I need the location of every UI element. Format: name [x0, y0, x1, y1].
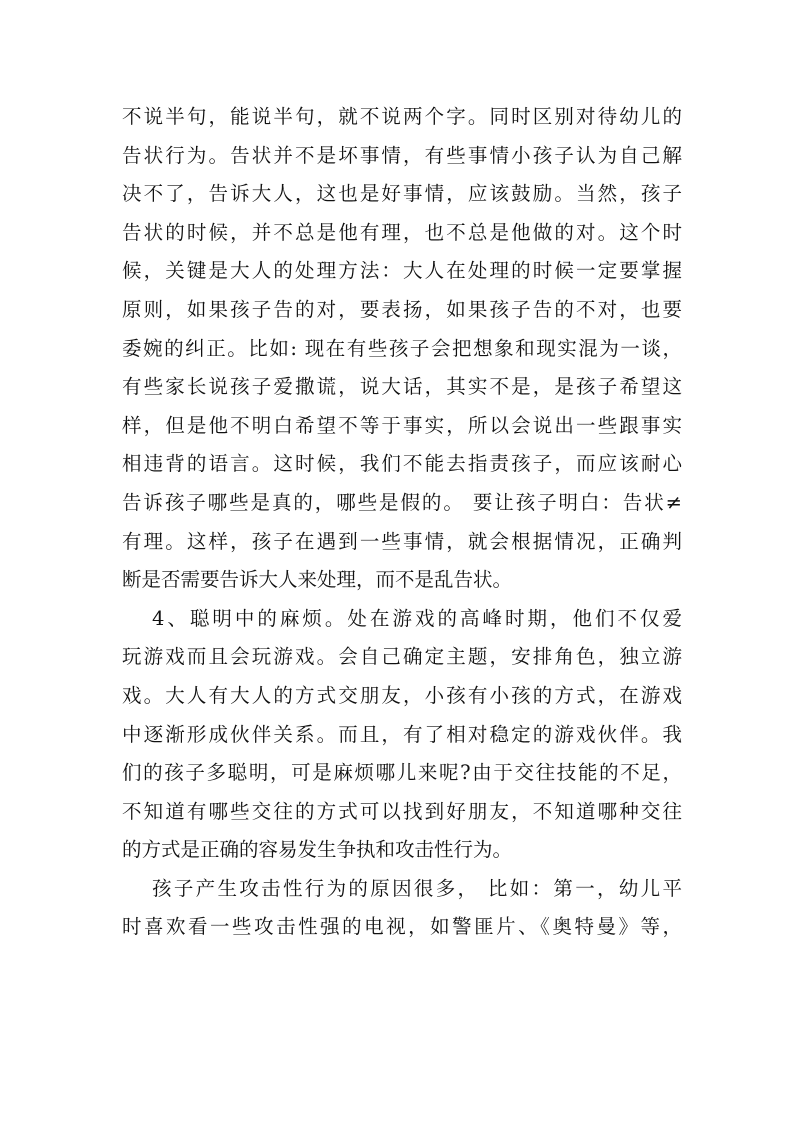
- paragraph-start-line: 4、聪明中的麻烦。处在游戏的高峰时期，他们不仅爱: [152, 606, 682, 630]
- text-line: 有理。这样，孩子在遇到一些事情，就会根据情况，正确判: [122, 529, 682, 553]
- text-line: 决不了，告诉大人，这也是好事情，应该鼓励。当然，孩子: [122, 182, 682, 206]
- text-line: 候，关键是大人的处理方法：大人在处理的时候一定要掌握: [122, 259, 682, 283]
- text-line: 告状的时候，并不总是他有理，也不总是他做的对。这个时: [122, 220, 682, 244]
- text-line: 不知道有哪些交往的方式可以找到好朋友，不知道哪种交往: [122, 799, 682, 823]
- text-line: 原则，如果孩子告的对，要表扬，如果孩子告的不对，也要: [122, 297, 682, 321]
- text-line: 时喜欢看一些攻击性强的电视，如警匪片、《奥特曼》等，: [122, 915, 682, 939]
- text-line: 不说半句，能说半句，就不说两个字。同时区别对待幼儿的: [122, 105, 682, 128]
- text-line: 告状行为。告状并不是坏事情，有些事情小孩子认为自己解: [122, 143, 682, 167]
- text-line: 断是否需要告诉大人来处理，而不是乱告状。: [122, 568, 513, 592]
- paragraph-start-line: 孩子产生攻击性行为的原因很多， 比如：第一，幼儿平: [152, 876, 682, 900]
- text-line: 相违背的语言。这时候，我们不能去指责孩子，而应该耐心: [122, 452, 682, 476]
- text-line: 中逐渐形成伙伴关系。而且，有了相对稳定的游戏伙伴。我: [122, 722, 682, 746]
- text-line: 告诉孩子哪些是真的，哪些是假的。 要让孩子明白：告状≠: [122, 490, 682, 514]
- text-line: 玩游戏而且会玩游戏。会自己确定主题，安排角色，独立游: [122, 645, 682, 669]
- text-line: 的方式是正确的容易发生争执和攻击性行为。: [122, 838, 513, 862]
- text-line: 委婉的纠正。比如: 现在有些孩子会把想象和现实混为一谈，: [122, 336, 682, 360]
- text-line: 戏。大人有大人的方式交朋友，小孩有小孩的方式，在游戏: [122, 683, 682, 707]
- text-line: 样，但是他不明白希望不等于事实，所以会说出一些跟事实: [122, 413, 682, 437]
- body-text: [122, 98, 682, 947]
- text-line: 们的孩子多聪明，可是麻烦哪儿来呢?由于交往技能的不足，: [122, 761, 682, 785]
- text-line: 有些家长说孩子爱撒谎，说大话，其实不是，是孩子希望这: [122, 375, 682, 399]
